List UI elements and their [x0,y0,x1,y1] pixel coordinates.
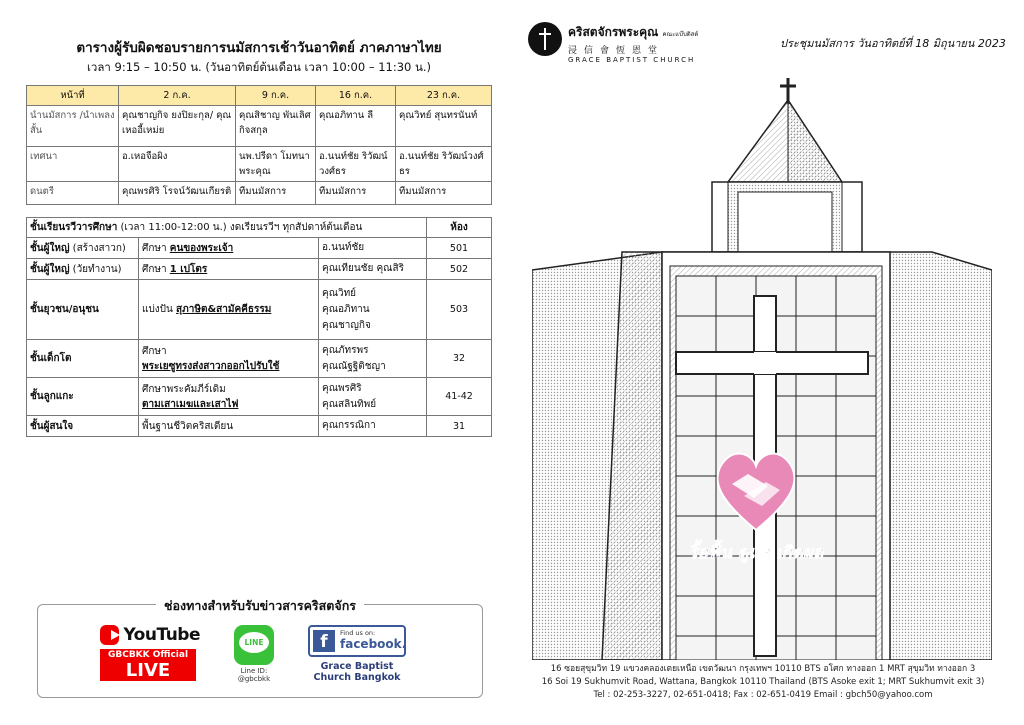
church-name-th-small: คณะแบ๊บติสต์ [662,31,699,38]
class-name: ชั้นผู้ใหญ่ (สร้างสาวก) [27,238,139,259]
news-channels-box [37,598,483,698]
spire [728,78,842,182]
class-teachers [319,280,427,340]
duty-cell: ทีมนมัสการ [396,182,492,205]
class-name: ชั้นเด็กโต [27,340,139,378]
facebook-find-label: Find us on: [340,629,376,637]
facebook-word: facebook. [340,637,407,651]
class-teachers [319,238,427,259]
teacher-name: คุณวิทย์ [322,287,357,299]
cross-logo-icon [528,22,562,56]
duty-table [26,85,492,205]
duty-cell: คุณอภิทาน ลี [316,106,396,147]
facebook-icon: f [313,630,335,652]
church-name-en: GRACE BAPTIST CHURCH [568,56,696,64]
class-name: ชั้นผู้สนใจ [27,416,139,437]
schedule-subtitle: เวลา 9:15 – 10:50 น. (วันอาทิตย์ต้นเดือน เวลา 10:00 – 11:30 น.) [86,60,432,74]
class-name: ชั้นลูกแกะ [27,378,139,416]
table-row [27,280,492,340]
youtube-play-icon [100,625,119,645]
facebook-page-name: Grace Baptist Church Bangkok [313,661,401,683]
class-study: ศึกษาพระคัมภีร์เดิม ตามเสาเมฆและเสาไฟ [139,378,319,416]
teacher-name: คุณสลินทิพย์ [322,398,377,410]
teacher-name: คุณเทียนชัย คุณสิริ [322,263,404,274]
teacher-name: คุณภัทรพร [322,344,369,356]
address-en: 16 Soi 19 Sukhumvit Road, Wattana, Bangkok 10110 Thailand (BTS Asoke exit 1; MRT Sukhumvit exit 3) [541,677,985,687]
table-row [27,259,492,280]
line-channel[interactable] [224,625,284,683]
sunday-school-table [26,217,492,437]
church-building-illustration [532,70,992,660]
teacher-name: คุณพรศิริ [322,382,362,394]
address-th: 16 ซอยสุขุมวิท 19 แขวงคลองเตยเหนือ เขตวัฒนา กรุงเทพฯ 10110 BTS อโศก ทางออก 1 MRT สุขุมวิท ทางออก 3 [550,664,976,674]
teacher-name: คุณกรรณิกา [322,420,376,431]
duty-name: ดนตรี [27,182,119,205]
teacher-name: อ.นนท์ชัย [322,242,365,253]
youtube-logo [100,625,200,645]
header-date: 2 ก.ค. [119,86,236,106]
table-row [27,378,492,416]
header-date: 9 ก.ค. [236,86,316,106]
schedule-title: ตารางผู้รับผิดชอบรายการนมัสการเช้าวันอาทิตย์ ภาคภาษาไทย [76,40,442,56]
table-row [27,416,492,437]
duty-name: เทศนา [27,147,119,182]
contact-info: Tel : 02-253-3227, 02-651-0418; Fax : 02-651-0419 Email : gbch50@yahoo.com [593,690,933,700]
class-study: ศึกษา คนของพระเจ้า [139,238,319,259]
church-address-footer [533,663,993,702]
sunday-school-header [27,218,492,238]
youtube-word: YouTube [123,625,200,645]
youtube-official-label: GBCBKK Official [100,649,196,661]
duty-cell: คุณชาญกิจ ยงปิยะกุล/ คุณเหออี้เหม่ย [119,106,236,147]
class-teachers [319,416,427,437]
duty-cell: คุณสิชาญ พันเลิศกิจสกุล [236,106,316,147]
duty-cell: ทีมนมัสการ [236,182,316,205]
youtube-live-label: LIVE [100,661,196,681]
class-room: 501 [427,238,492,259]
duty-cell: อ.เหอจือผิง [119,147,236,182]
table-row [27,147,492,182]
class-teachers [319,340,427,378]
class-teachers [319,378,427,416]
duty-table-header [27,86,492,106]
channels-title: ช่องทางสำหรับรับข่าวสารคริสตจักร [156,598,364,613]
class-study: ศึกษา พระเยซูทรงส่งสาวกออกไปรับใช้ [139,340,319,378]
header-duty: หน้าที่ [27,86,119,106]
teacher-name: คุณณัฐฐิติชญา [322,360,386,372]
header-date: 16 ก.ค. [316,86,396,106]
table-row [27,182,492,205]
teacher-name: คุณชาญกิจ [322,319,371,331]
facebook-channel[interactable] [308,625,406,683]
sunday-school-title: ชั้นเรียนรวีวารศึกษา (เวลา 11:00-12:00 น.) งดเรียนรวีฯ ทุกสัปดาห์ต้นเดือน [27,218,427,238]
duty-cell: อ.นนท์ชัย ริวัฒน์วงศ์ธร [316,147,396,182]
line-icon [234,625,274,665]
class-study: ศึกษา 1 เปโตร [139,259,319,280]
church-name-th: คริสตจักรพระคุณ [568,25,659,39]
duty-cell: นพ.ปรีดา โมทนาพระคุณ [236,147,316,182]
duty-cell: คุณวิทย์ สุนทรนันท์ [396,106,492,147]
class-name: ชั้นผู้ใหญ่ (วัยทำงาน) [27,259,139,280]
left-panel [26,30,492,437]
header-date: 23 ก.ค. [396,86,492,106]
table-row [27,238,492,259]
class-room: 32 [427,340,492,378]
class-teachers [319,259,427,280]
duty-cell: ทีมนมัสการ [316,182,396,205]
line-id: Line ID: @gbcbkk [237,667,271,683]
class-study: พื้นฐานชีวิตคริสเตียน [139,416,319,437]
class-name: ชั้นยุวชน/อนุชน [27,280,139,340]
class-room: 31 [427,416,492,437]
duty-name: นำนมัสการ /นำเพลงสั้น [27,106,119,147]
youtube-channel[interactable] [100,625,200,681]
teacher-name: คุณอภิทาน [322,303,370,315]
line-word: LINE [239,632,269,653]
church-name-zh: 浸信會恆恩堂 [568,46,665,56]
duty-cell: อ.นนท์ชัย ริวัฒน์วงศ์ธร [396,147,492,182]
class-room: 502 [427,259,492,280]
table-row [27,340,492,378]
service-date: ประชุมนมัสการ วันอาทิตย์ที่ 18 มิถุนายน 2023 [780,37,1006,50]
slogan: รื้อฟื้น ดูแล เกิดผล [688,543,824,563]
class-room: 41-42 [427,378,492,416]
table-row [27,106,492,147]
class-study: แบ่งปัน สุภาษิต&สามัคคีธรรม [139,280,319,340]
classes-body [27,238,492,437]
facebook-logo [308,625,406,657]
room-header: ห้อง [427,218,492,238]
tower [712,182,862,252]
class-room: 503 [427,280,492,340]
duty-cell: คุณพรศิริ โรจน์วัฒนเกียรติ [119,182,236,205]
